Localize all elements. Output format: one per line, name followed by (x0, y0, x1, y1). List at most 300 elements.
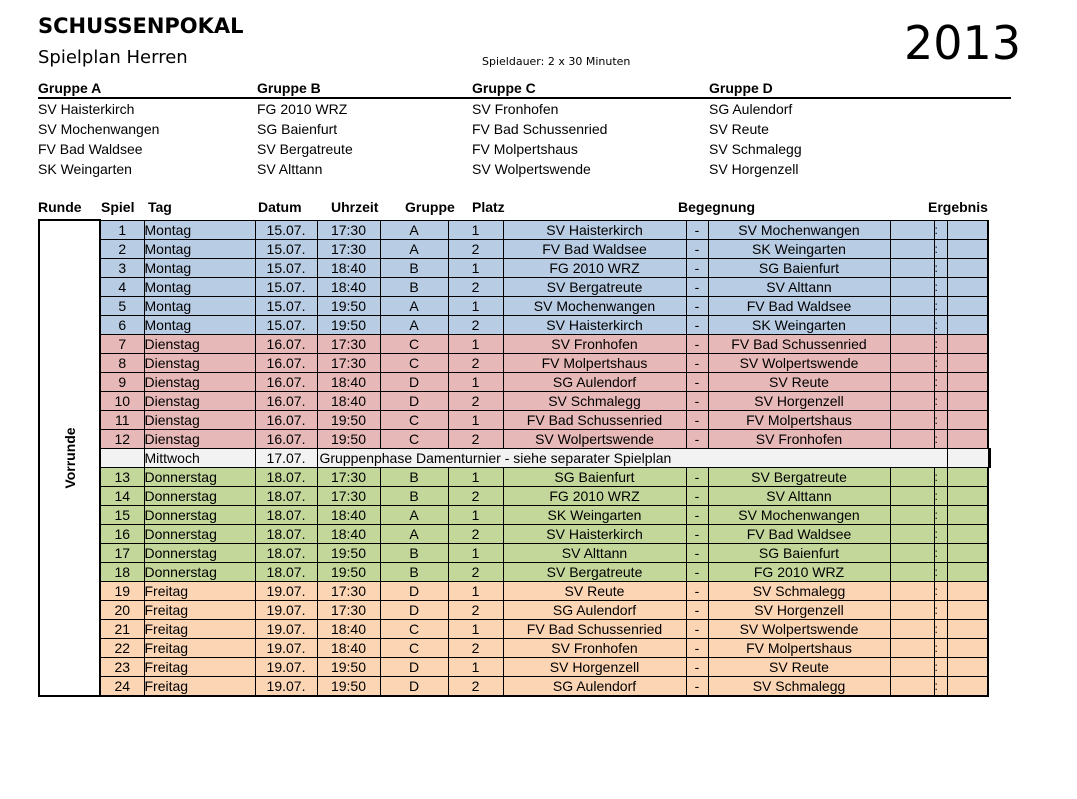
result-home-input (890, 296, 934, 315)
uhrzeit-cell: 18:40 (317, 524, 380, 543)
result-home-input (890, 467, 934, 486)
home-team: SV Mochenwangen (503, 296, 686, 315)
group-d (709, 79, 929, 179)
result-separator: : (934, 315, 947, 334)
uhrzeit-cell: 19:50 (317, 543, 380, 562)
result-home-input (890, 220, 934, 239)
gruppe-cell: A (380, 296, 448, 315)
uhrzeit-cell: 17:30 (317, 600, 380, 619)
gruppe-cell: D (380, 581, 448, 600)
match-row (39, 676, 990, 696)
platz-cell: 1 (448, 410, 503, 429)
gruppe-cell: B (380, 467, 448, 486)
home-team: SK Weingarten (503, 505, 686, 524)
result-home-input (890, 600, 934, 619)
home-team: SV Fronhofen (503, 334, 686, 353)
uhrzeit-cell: 17:30 (317, 353, 380, 372)
uhrzeit-cell: 18:40 (317, 372, 380, 391)
result-separator: : (934, 562, 947, 581)
match-row (39, 524, 990, 543)
platz-cell: 1 (448, 657, 503, 676)
result-home-input (890, 619, 934, 638)
notice-row (39, 448, 990, 467)
match-row (39, 315, 990, 334)
result-separator: : (934, 372, 947, 391)
match-row (39, 220, 990, 239)
vs-separator: - (686, 505, 708, 524)
vs-separator: - (686, 467, 708, 486)
home-team: SV Haisterkirch (503, 220, 686, 239)
result-separator: : (934, 258, 947, 277)
result-home-input (890, 524, 934, 543)
vs-separator: - (686, 486, 708, 505)
away-team: SV Alttann (708, 277, 890, 296)
datum-cell: 19.07. (255, 676, 317, 696)
gruppe-cell: B (380, 486, 448, 505)
spiel-number: 12 (100, 429, 144, 448)
match-row (39, 467, 990, 486)
uhrzeit-cell: 19:50 (317, 562, 380, 581)
result-separator: : (934, 676, 947, 696)
result-separator: : (934, 581, 947, 600)
vs-separator: - (686, 619, 708, 638)
gruppe-cell: B (380, 277, 448, 296)
tag-cell: Montag (144, 296, 255, 315)
match-row (39, 581, 990, 600)
result-away-input (947, 315, 988, 334)
vs-separator: - (686, 220, 708, 239)
platz-cell: 2 (448, 562, 503, 581)
spiel-number: 21 (100, 619, 144, 638)
vs-separator: - (686, 429, 708, 448)
result-separator: : (934, 638, 947, 657)
group-c-team: SV Fronhofen (472, 101, 559, 117)
gruppe-cell: A (380, 505, 448, 524)
away-team: FV Bad Waldsee (708, 296, 890, 315)
uhrzeit-cell: 17:30 (317, 581, 380, 600)
spiel-cell (100, 448, 144, 467)
result-home-input (890, 353, 934, 372)
spiel-number: 7 (100, 334, 144, 353)
vs-separator: - (686, 581, 708, 600)
uhrzeit-cell: 17:30 (317, 334, 380, 353)
spiel-number: 20 (100, 600, 144, 619)
result-away-input (947, 524, 988, 543)
result-home-input (890, 505, 934, 524)
home-team: SG Aulendorf (503, 600, 686, 619)
group-d-title: Gruppe D (709, 80, 773, 96)
result-home-input (890, 372, 934, 391)
home-team: SV Haisterkirch (503, 315, 686, 334)
result-home-input (890, 258, 934, 277)
result-away-input (947, 239, 988, 258)
home-team: FG 2010 WRZ (503, 486, 686, 505)
result-home-input (890, 562, 934, 581)
group-a-team: FV Bad Waldsee (38, 141, 143, 157)
spiel-number: 23 (100, 657, 144, 676)
col-header-gruppe: Gruppe (405, 199, 455, 215)
group-a-team: SV Haisterkirch (38, 101, 135, 117)
page-title: SCHUSSENPOKAL (38, 14, 244, 38)
spiel-number: 18 (100, 562, 144, 581)
vs-separator: - (686, 657, 708, 676)
platz-cell: 1 (448, 619, 503, 638)
tag-cell: Donnerstag (144, 524, 255, 543)
match-row (39, 391, 990, 410)
spiel-number: 4 (100, 277, 144, 296)
vs-separator: - (686, 353, 708, 372)
page-subtitle: Spielplan Herren (38, 47, 188, 68)
notice-text: Gruppenphase Damenturnier - siehe separater Spielplan (317, 448, 934, 467)
tag-cell: Freitag (144, 600, 255, 619)
gruppe-cell: D (380, 391, 448, 410)
result-away-input (947, 562, 988, 581)
uhrzeit-cell: 17:30 (317, 220, 380, 239)
tag-cell: Freitag (144, 619, 255, 638)
vs-separator: - (686, 676, 708, 696)
tag-cell: Dienstag (144, 429, 255, 448)
match-row (39, 600, 990, 619)
match-row (39, 296, 990, 315)
spiel-number: 2 (100, 239, 144, 258)
result-home-input (890, 429, 934, 448)
away-team: SG Baienfurt (708, 543, 890, 562)
away-team: SV Wolpertswende (708, 353, 890, 372)
home-team: SV Bergatreute (503, 277, 686, 296)
tag-cell: Montag (144, 220, 255, 239)
result-separator: : (934, 524, 947, 543)
result-away-input (947, 600, 988, 619)
vs-separator: - (686, 258, 708, 277)
vs-separator: - (686, 372, 708, 391)
result-away-input (947, 353, 988, 372)
match-row (39, 638, 990, 657)
home-team: SV Alttann (503, 543, 686, 562)
home-team: SV Fronhofen (503, 638, 686, 657)
result-away-input (947, 391, 988, 410)
datum-cell: 15.07. (255, 258, 317, 277)
group-d-team: SV Reute (709, 121, 769, 137)
spiel-number: 10 (100, 391, 144, 410)
platz-cell: 2 (448, 315, 503, 334)
spiel-number: 19 (100, 581, 144, 600)
group-a-team: SV Mochenwangen (38, 121, 160, 137)
gruppe-cell: B (380, 543, 448, 562)
away-team: SV Reute (708, 372, 890, 391)
tag-cell: Montag (144, 277, 255, 296)
result-separator: : (934, 619, 947, 638)
home-team: FV Bad Waldsee (503, 239, 686, 258)
tag-cell: Donnerstag (144, 562, 255, 581)
vs-separator: - (686, 410, 708, 429)
result-home-input (890, 410, 934, 429)
result-away-input (947, 505, 988, 524)
result-separator: : (934, 220, 947, 239)
group-b (257, 79, 477, 179)
result-separator: : (934, 505, 947, 524)
tag-cell: Freitag (144, 657, 255, 676)
col-header-spiel: Spiel (101, 199, 135, 215)
away-team: SV Horgenzell (708, 600, 890, 619)
uhrzeit-cell: 19:50 (317, 315, 380, 334)
vs-separator: - (686, 277, 708, 296)
uhrzeit-cell: 19:50 (317, 657, 380, 676)
group-a-team: SK Weingarten (38, 161, 132, 177)
match-duration: Spieldauer: 2 x 30 Minuten (482, 55, 631, 68)
group-c (472, 79, 692, 179)
result-home-input (890, 239, 934, 258)
group-d-team: SG Aulendorf (709, 101, 793, 117)
away-team: SV Schmalegg (708, 581, 890, 600)
result-home-input (890, 581, 934, 600)
result-away-input (947, 334, 988, 353)
spiel-number: 9 (100, 372, 144, 391)
result-separator: : (934, 486, 947, 505)
match-row (39, 353, 990, 372)
datum-cell: 18.07. (255, 505, 317, 524)
platz-cell: 2 (448, 676, 503, 696)
home-team: SV Reute (503, 581, 686, 600)
tag-cell: Donnerstag (144, 486, 255, 505)
datum-cell: 18.07. (255, 562, 317, 581)
gruppe-cell: A (380, 315, 448, 334)
match-row (39, 562, 990, 581)
uhrzeit-cell: 19:50 (317, 410, 380, 429)
result-home-input (890, 486, 934, 505)
uhrzeit-cell: 17:30 (317, 467, 380, 486)
ergebnis-home-cell (934, 448, 947, 467)
gruppe-cell: D (380, 372, 448, 391)
vs-separator: - (686, 315, 708, 334)
spiel-number: 3 (100, 258, 144, 277)
result-home-input (890, 334, 934, 353)
gruppe-cell: A (380, 239, 448, 258)
spiel-number: 6 (100, 315, 144, 334)
home-team: SV Wolpertswende (503, 429, 686, 448)
platz-cell: 1 (448, 258, 503, 277)
tag-cell: Montag (144, 315, 255, 334)
group-d-team: SV Schmalegg (709, 141, 802, 157)
year-label: 2013 (904, 16, 1022, 70)
result-separator: : (934, 467, 947, 486)
datum-cell: 16.07. (255, 429, 317, 448)
platz-cell: 2 (448, 239, 503, 258)
tag-cell: Montag (144, 258, 255, 277)
group-c-team: SV Wolpertswende (472, 161, 591, 177)
match-row (39, 505, 990, 524)
away-team: SV Mochenwangen (708, 505, 890, 524)
result-away-input (947, 220, 988, 239)
spiel-number: 5 (100, 296, 144, 315)
match-row (39, 334, 990, 353)
vs-separator: - (686, 562, 708, 581)
result-separator: : (934, 600, 947, 619)
vs-separator: - (686, 334, 708, 353)
result-away-input (947, 258, 988, 277)
away-team: SK Weingarten (708, 239, 890, 258)
tag-cell: Donnerstag (144, 543, 255, 562)
platz-cell: 1 (448, 543, 503, 562)
spiel-number: 15 (100, 505, 144, 524)
home-team: SG Aulendorf (503, 372, 686, 391)
result-separator: : (934, 239, 947, 258)
match-row (39, 619, 990, 638)
result-away-input (947, 657, 988, 676)
result-separator: : (934, 334, 947, 353)
platz-cell: 2 (448, 638, 503, 657)
result-separator: : (934, 277, 947, 296)
platz-cell: 2 (448, 600, 503, 619)
group-c-team: FV Molpertshaus (472, 141, 578, 157)
home-team: SG Aulendorf (503, 676, 686, 696)
datum-cell: 19.07. (255, 638, 317, 657)
gruppe-cell: A (380, 220, 448, 239)
vs-separator: - (686, 296, 708, 315)
datum-cell: 18.07. (255, 543, 317, 562)
result-home-input (890, 315, 934, 334)
match-row (39, 486, 990, 505)
result-away-input (947, 429, 988, 448)
vs-separator: - (686, 638, 708, 657)
result-away-input (947, 296, 988, 315)
datum-cell: 15.07. (255, 315, 317, 334)
group-b-team: FG 2010 WRZ (257, 101, 348, 117)
gruppe-cell: C (380, 353, 448, 372)
home-team: SV Schmalegg (503, 391, 686, 410)
datum-cell: 15.07. (255, 296, 317, 315)
datum-cell: 19.07. (255, 657, 317, 676)
ergebnis-sep-cell (947, 448, 988, 467)
uhrzeit-cell: 19:50 (317, 676, 380, 696)
result-separator: : (934, 410, 947, 429)
group-a (38, 79, 258, 179)
home-team: SV Horgenzell (503, 657, 686, 676)
platz-cell: 2 (448, 277, 503, 296)
vs-separator: - (686, 543, 708, 562)
gruppe-cell: C (380, 638, 448, 657)
group-a-title: Gruppe A (38, 80, 102, 96)
result-home-input (890, 638, 934, 657)
uhrzeit-cell: 18:40 (317, 277, 380, 296)
away-team: SV Fronhofen (708, 429, 890, 448)
platz-cell: 1 (448, 581, 503, 600)
platz-cell: 2 (448, 391, 503, 410)
platz-cell: 1 (448, 467, 503, 486)
tag-cell: Donnerstag (144, 505, 255, 524)
home-team: SV Bergatreute (503, 562, 686, 581)
spiel-number: 16 (100, 524, 144, 543)
away-team: FV Bad Waldsee (708, 524, 890, 543)
uhrzeit-cell: 18:40 (317, 258, 380, 277)
col-header-tag: Tag (148, 199, 172, 215)
result-home-input (890, 657, 934, 676)
datum-cell: 18.07. (255, 524, 317, 543)
match-row (39, 429, 990, 448)
result-home-input (890, 676, 934, 696)
platz-cell: 1 (448, 220, 503, 239)
datum-cell: 17.07. (255, 448, 317, 467)
datum-cell: 15.07. (255, 277, 317, 296)
col-header-uhrzeit: Uhrzeit (331, 199, 379, 215)
datum-cell: 15.07. (255, 239, 317, 258)
gruppe-cell: C (380, 410, 448, 429)
match-row (39, 258, 990, 277)
result-home-input (890, 277, 934, 296)
group-c-title: Gruppe C (472, 80, 536, 96)
datum-cell: 19.07. (255, 581, 317, 600)
result-away-input (947, 543, 988, 562)
datum-cell: 16.07. (255, 410, 317, 429)
vs-separator: - (686, 524, 708, 543)
match-row (39, 657, 990, 676)
datum-cell: 18.07. (255, 467, 317, 486)
match-row (39, 239, 990, 258)
datum-cell: 19.07. (255, 619, 317, 638)
away-team: SG Baienfurt (708, 258, 890, 277)
result-away-input (947, 277, 988, 296)
tag-cell: Dienstag (144, 391, 255, 410)
col-header-ergebnis: Ergebnis (928, 199, 988, 215)
ergebnis-away-cell (988, 448, 990, 467)
result-separator: : (934, 353, 947, 372)
group-b-team: SG Baienfurt (257, 121, 338, 137)
result-home-input (890, 391, 934, 410)
gruppe-cell: D (380, 657, 448, 676)
col-header-runde: Runde (38, 199, 82, 215)
datum-cell: 19.07. (255, 600, 317, 619)
datum-cell: 18.07. (255, 486, 317, 505)
platz-cell: 1 (448, 296, 503, 315)
spiel-number: 14 (100, 486, 144, 505)
spiel-number: 13 (100, 467, 144, 486)
tag-cell: Mittwoch (144, 448, 255, 467)
gruppe-cell: C (380, 429, 448, 448)
uhrzeit-cell: 18:40 (317, 391, 380, 410)
result-away-input (947, 467, 988, 486)
col-header-datum: Datum (258, 199, 302, 215)
away-team: SV Wolpertswende (708, 619, 890, 638)
match-row (39, 277, 990, 296)
col-header-begegnung: Begegnung (678, 199, 755, 215)
spiel-number: 17 (100, 543, 144, 562)
away-team: FV Molpertshaus (708, 638, 890, 657)
datum-cell: 16.07. (255, 372, 317, 391)
platz-cell: 1 (448, 505, 503, 524)
result-separator: : (934, 429, 947, 448)
platz-cell: 1 (448, 372, 503, 391)
schedule-table (38, 219, 991, 697)
uhrzeit-cell: 18:40 (317, 638, 380, 657)
uhrzeit-cell: 19:50 (317, 429, 380, 448)
result-home-input (890, 543, 934, 562)
group-c-team: FV Bad Schussenried (472, 121, 608, 137)
home-team: FV Bad Schussenried (503, 619, 686, 638)
result-away-input (947, 619, 988, 638)
tag-cell: Freitag (144, 638, 255, 657)
match-row (39, 372, 990, 391)
result-separator: : (934, 657, 947, 676)
match-row (39, 543, 990, 562)
spiel-number: 1 (100, 220, 144, 239)
gruppe-cell: C (380, 334, 448, 353)
datum-cell: 16.07. (255, 353, 317, 372)
gruppe-cell: A (380, 524, 448, 543)
vs-separator: - (686, 600, 708, 619)
group-d-team: SV Horgenzell (709, 161, 799, 177)
datum-cell: 15.07. (255, 220, 317, 239)
result-away-input (947, 581, 988, 600)
gruppe-cell: D (380, 600, 448, 619)
